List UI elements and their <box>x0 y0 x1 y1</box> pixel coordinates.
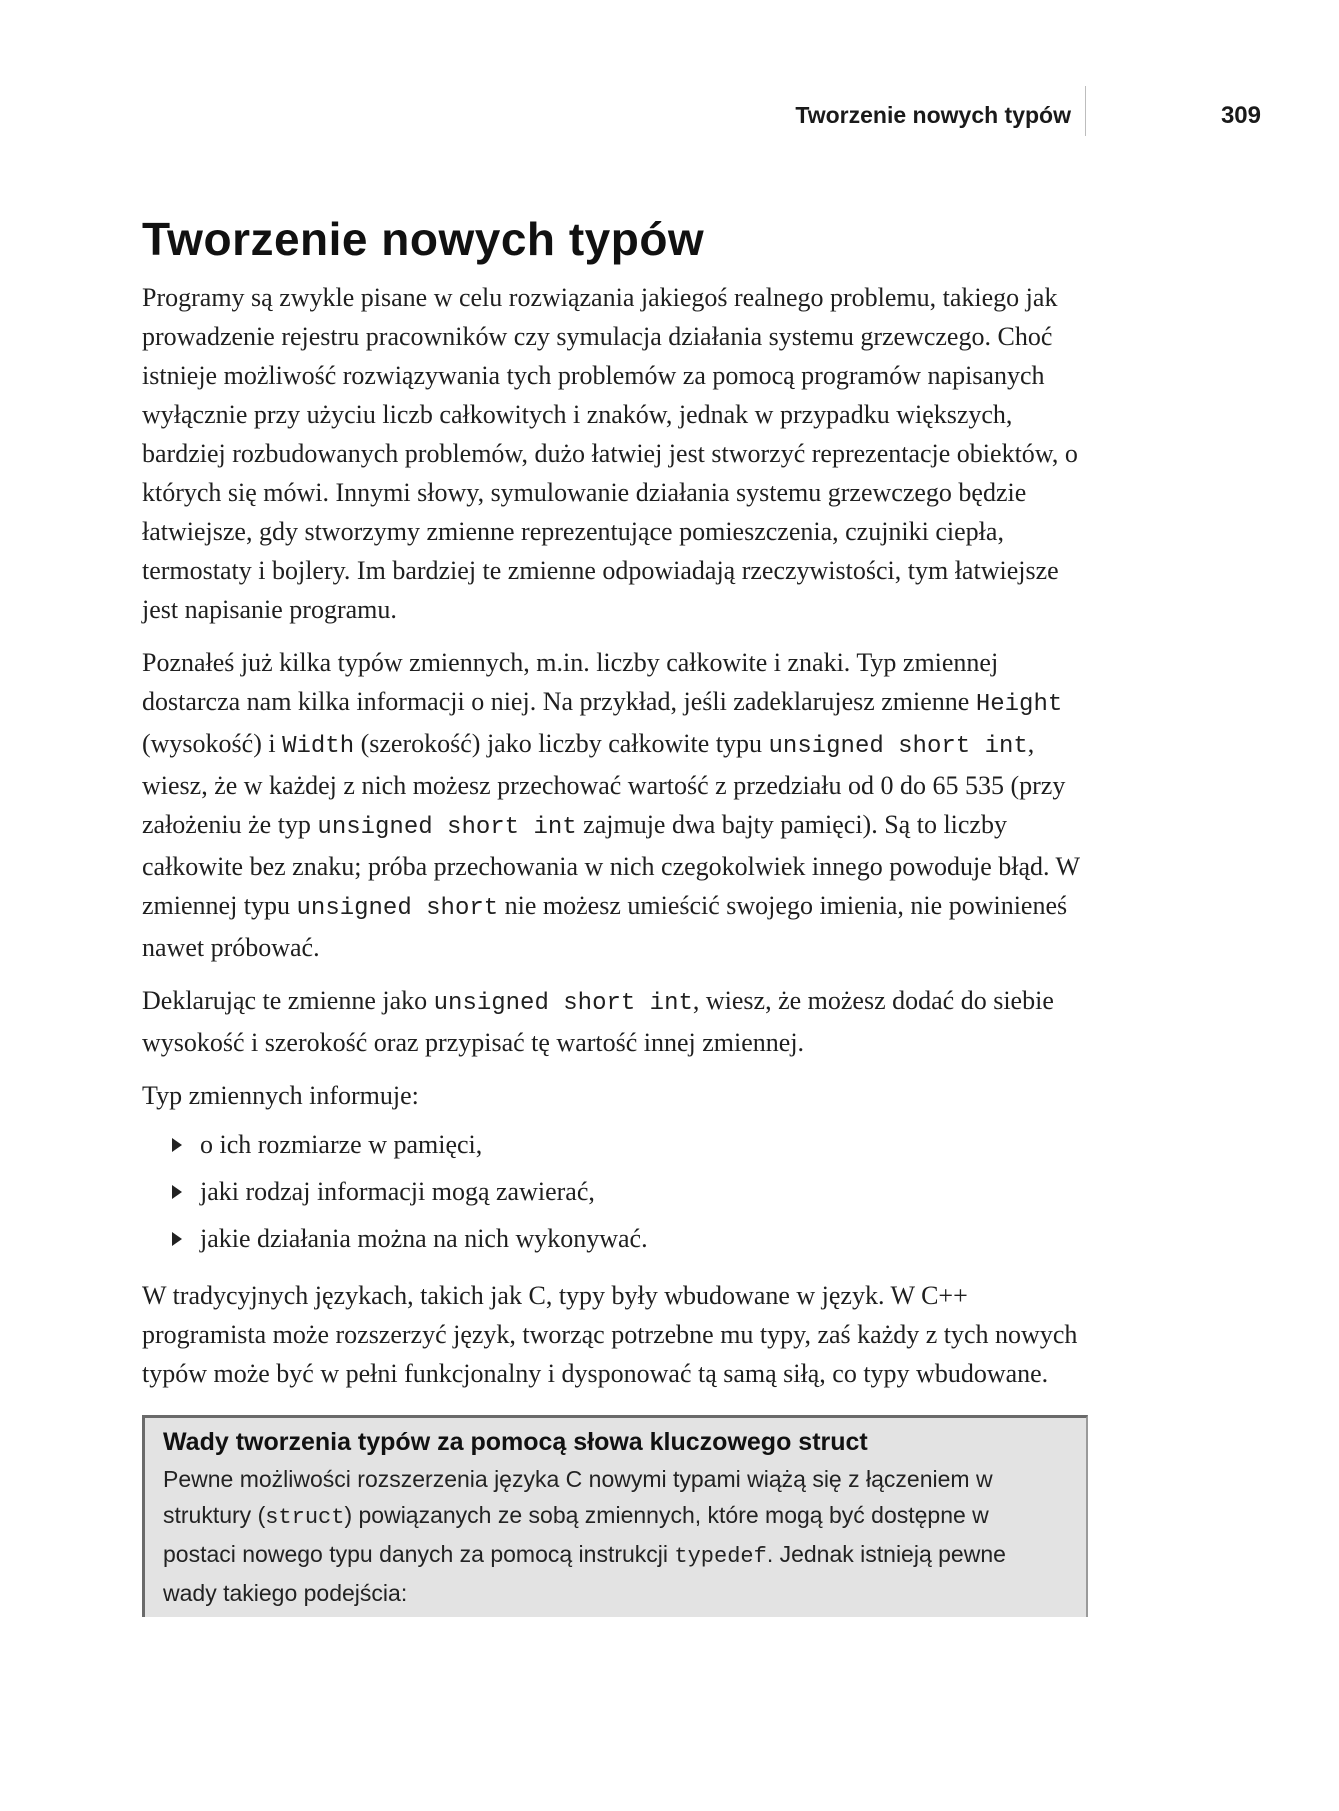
text-run: zajmuje dwa bajty pamięci). Są to liczby całkowite bez znaku; próba przechowania w nich czegokolwiek innego powoduje błąd. W zmiennej typu <box>142 810 1080 920</box>
paragraph-2 <box>142 643 1084 967</box>
header-divider <box>1085 86 1086 136</box>
text-run: . Jednak istnieją pewne wady takiego podejścia: <box>163 1541 1006 1606</box>
list-item-text: jakie działania można na nich wykonywać. <box>200 1224 648 1253</box>
paragraph-4: Typ zmiennych informuje: <box>142 1081 419 1110</box>
code-type: unsigned short <box>296 895 499 922</box>
bullet-list <box>142 1121 1084 1262</box>
paragraph-1: Programy są zwykle pisane w celu rozwiązania jakiegoś realnego problemu, takiego jak prowadzenie rejestru pracowników czy symulacja działania systemu grzewczego. Choć istnieje możliwość rozwiązywania tych problemów za pomocą programów napisanych wyłącznie przy użyciu liczb całkowitych i znaków, jednak w przypadku większych, bardziej rozbudowanych problemów, dużo łatwiej jest stworzyć reprezentacje obiektów, o których się mówi. Innymi słowy, symulowanie działania systemu grzewczego będzie łatwiejsze, gdy stworzymy zmienne reprezentujące pomieszczenia, czujniki ciepła, termostaty i bojlery. Im bardziej te zmienne odpowiadają rzeczywistości, tym łatwiejsze jest napisanie programu. <box>142 283 1078 624</box>
text-run: Pewne możliwości rozszerzenia języka C nowymi typami wiążą się z łączeniem w struktury ( <box>163 1466 993 1528</box>
list-item <box>172 1168 1084 1215</box>
page-body <box>142 212 1084 1617</box>
sidebar-text <box>163 1461 1064 1611</box>
list-item <box>172 1121 1084 1168</box>
text-run: Deklarując te zmienne jako <box>142 986 434 1015</box>
code-typedef: typedef <box>674 1544 767 1569</box>
code-type: unsigned short int <box>433 990 693 1017</box>
code-type: unsigned short int <box>317 814 577 841</box>
text-run: ) powiązanych ze sobą zmiennych, które mogą być dostępne w postaci nowego typu danych za pomocą instrukcji <box>163 1502 989 1567</box>
code-struct: struct <box>265 1505 345 1530</box>
paragraph-3 <box>142 981 1084 1062</box>
list-item-text: jaki rodzaj informacji mogą zawierać, <box>200 1177 595 1206</box>
sidebar-box <box>142 1415 1088 1617</box>
running-head <box>0 102 1339 142</box>
sidebar-title: Wady tworzenia typów za pomocą słowa kluczowego struct <box>163 1428 868 1456</box>
bullet-triangle-icon <box>172 1138 182 1152</box>
section-title: Tworzenie nowych typów <box>142 213 705 265</box>
text-run: (wysokość) i <box>142 729 283 758</box>
text-run: Poznałeś już kilka typów zmiennych, m.in. liczby całkowite i znaki. Typ zmiennej dostarcza nam kilka informacji o niej. Na przykład, jeśli zadeklarujesz zmienne <box>142 648 999 716</box>
page-number: 309 <box>1220 102 1261 129</box>
bullet-triangle-icon <box>172 1232 182 1246</box>
text-run: nie możesz umieścić swojego imienia, nie powinieneś nawet próbować. <box>142 891 1068 962</box>
list-item <box>172 1215 1084 1262</box>
paragraph-5: W tradycyjnych językach, takich jak C, typy były wbudowane w język. W C++ programista może rozszerzyć język, tworząc potrzebne mu typy, zaś każdy z tych nowych typów może być w pełni funkcjonalny i dysponować tą samą siłą, co typy wbudowane. <box>142 1281 1078 1388</box>
code-height: Height <box>975 691 1063 718</box>
code-type: unsigned short int <box>768 733 1028 760</box>
list-item-text: o ich rozmiarze w pamięci, <box>200 1130 483 1159</box>
bullet-triangle-icon <box>172 1185 182 1199</box>
running-title: Tworzenie nowych typów <box>795 102 1071 128</box>
text-run: (szerokość) jako liczby całkowite typu <box>354 729 769 758</box>
text-run: , wiesz, że w każdej z nich możesz przechować wartość z przedziału od 0 do 65 535 (przy założeniu że typ <box>142 729 1066 839</box>
code-width: Width <box>282 733 355 760</box>
text-run: , wiesz, że możesz dodać do siebie wysokość i szerokość oraz przypisać tę wartość innej zmiennej. <box>142 986 1054 1057</box>
